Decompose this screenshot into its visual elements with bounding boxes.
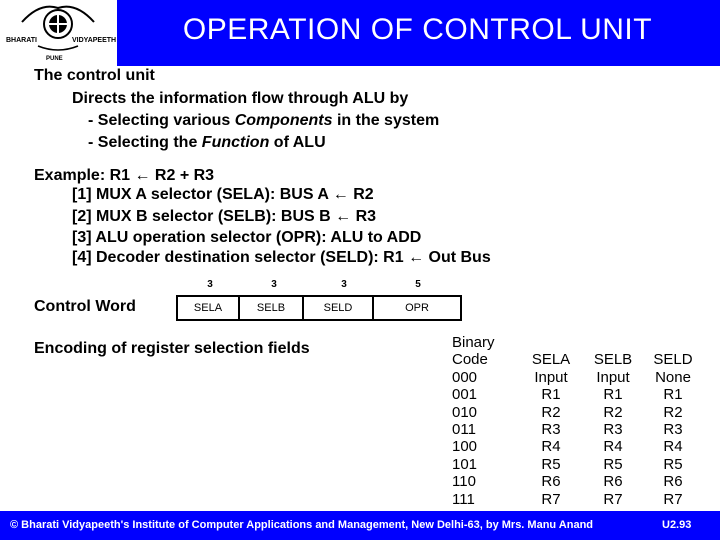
table-cell: R2 — [603, 403, 623, 421]
table-cell: R4 — [541, 438, 561, 456]
logo-emblem-icon — [0, 0, 117, 66]
field-selb: SELB — [256, 302, 286, 314]
footer-bar — [0, 511, 720, 540]
title-bar — [0, 0, 720, 66]
table-cell: R3 — [663, 421, 683, 439]
column-header: SELB — [593, 351, 633, 369]
example-item-4: [4] Decoder destination selector (SELD): R1 ← Out Bus — [72, 249, 491, 266]
column-header: Code — [452, 351, 488, 369]
column-header: None — [655, 368, 691, 386]
binary-code-column — [452, 334, 512, 508]
column-header: SELA — [531, 351, 571, 369]
svg-text:PUNE: PUNE — [46, 56, 63, 62]
table-cell: 100 — [452, 438, 478, 456]
table-cell: 000 — [452, 368, 478, 386]
table-cell: R6 — [603, 473, 623, 491]
table-cell: R7 — [603, 490, 623, 508]
table-cell: 110 — [452, 473, 476, 491]
column-header: Input — [534, 368, 568, 386]
institute-logo — [0, 0, 117, 66]
intro-line-1: The control unit — [34, 67, 155, 84]
bit-count-opr: 5 — [415, 279, 421, 290]
intro-line-4: - Selecting the Function of ALU — [88, 134, 326, 151]
bit-count-selb: 3 — [271, 279, 277, 290]
page-title: OPERATION OF CONTROL UNIT — [182, 13, 653, 46]
table-cell: R6 — [663, 473, 683, 491]
table-cell: 011 — [452, 421, 476, 439]
field-opr: OPR — [405, 302, 429, 314]
table-cell: R6 — [541, 473, 561, 491]
table-cell: 101 — [452, 455, 478, 473]
encoding-label: Encoding of register selection fields — [34, 340, 310, 357]
table-cell: R3 — [541, 421, 561, 439]
table-cell: R1 — [541, 386, 561, 404]
column-header: SELD — [653, 351, 693, 369]
control-word-box — [176, 295, 462, 321]
bit-count-seld: 3 — [341, 279, 347, 290]
table-cell: 001 — [452, 386, 478, 404]
table-cell: 111 — [452, 490, 475, 508]
field-sela: SELA — [193, 302, 223, 314]
seld-output-column — [648, 351, 698, 508]
column-header: Binary — [452, 334, 495, 351]
sela-input-column — [526, 351, 576, 508]
field-seld: SELD — [323, 302, 353, 314]
footer-credit: © Bharati Vidyapeeth's Institute of Computer Applications and Management, New Delhi-63, by Mrs. Manu Anand — [10, 519, 594, 531]
table-cell: R2 — [541, 403, 561, 421]
table-cell: R4 — [663, 438, 683, 456]
intro-line-3: - Selecting various Components in the system — [88, 112, 440, 129]
intro-line-2: Directs the information flow through ALU by — [72, 90, 409, 107]
table-cell: R1 — [663, 386, 683, 404]
table-cell: R5 — [663, 455, 683, 473]
table-cell: 010 — [452, 403, 478, 421]
example-item-2: [2] MUX B selector (SELB): BUS B ← R3 — [72, 208, 377, 225]
table-cell: R7 — [541, 490, 561, 508]
table-cell: R3 — [603, 421, 623, 439]
example-item-1: [1] MUX A selector (SELA): BUS A ← R2 — [72, 186, 374, 203]
slide-number: U2.93 — [662, 519, 692, 531]
control-word-label: Control Word — [34, 298, 136, 315]
table-cell: R4 — [603, 438, 623, 456]
bit-count-sela: 3 — [207, 279, 213, 290]
table-cell: R7 — [663, 490, 683, 508]
table-cell: R5 — [603, 455, 623, 473]
table-cell: R5 — [541, 455, 561, 473]
table-cell: R1 — [603, 386, 623, 404]
svg-text:VIDYAPEETH: VIDYAPEETH — [72, 37, 117, 44]
svg-text:BHARATI: BHARATI — [6, 37, 37, 44]
column-header: Input — [596, 368, 630, 386]
table-cell: R2 — [663, 403, 683, 421]
selb-input-column — [588, 351, 638, 508]
example-item-3: [3] ALU operation selector (OPR): ALU to ADD — [72, 229, 422, 246]
example-heading: Example: R1 ← R2 + R3 — [34, 167, 215, 184]
